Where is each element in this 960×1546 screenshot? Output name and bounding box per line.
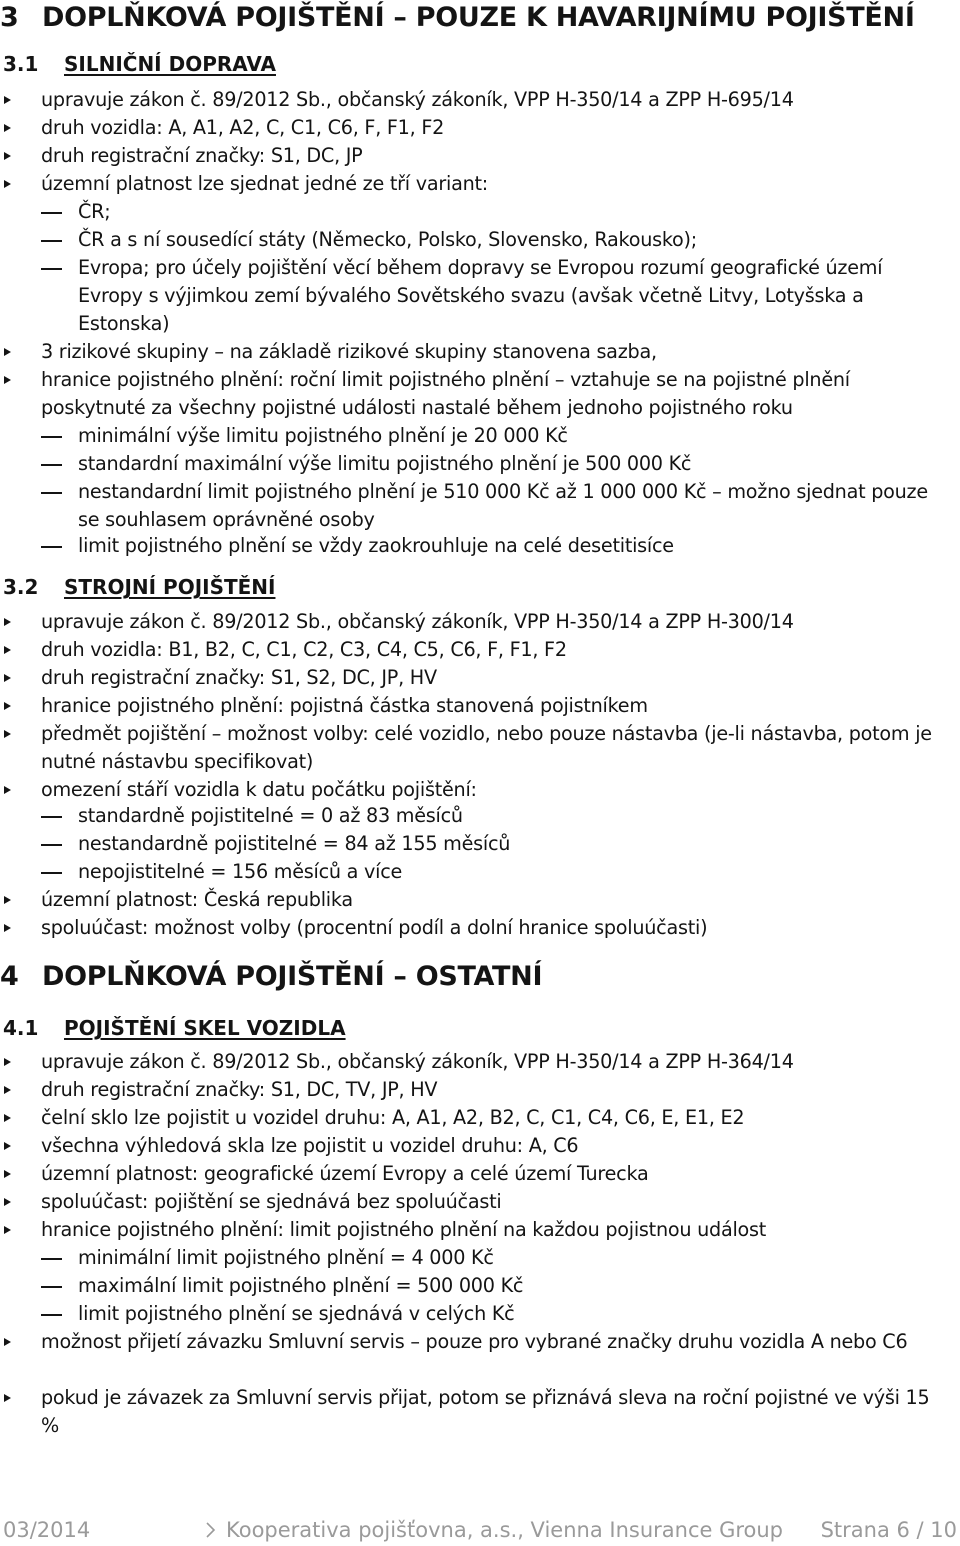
triangle-bullet-icon [4, 1114, 11, 1122]
triangle-bullet-icon [4, 924, 11, 932]
dash-bullet-icon [41, 436, 62, 438]
triangle-bullet-icon [4, 180, 11, 188]
triangle-bullet-icon [4, 376, 11, 384]
list-item-text: omezení stáří vozidla k datu počátku pojištění: [41, 778, 477, 801]
list-item-text: spoluúčast: pojištění se sjednává bez spoluúčasti [41, 1190, 502, 1213]
section-heading [3, 1015, 346, 1041]
dash-bullet-icon [41, 816, 62, 818]
list-item [0, 914, 950, 942]
list-item-text: ČR a s ní sousedící státy (Německo, Polsko, Slovensko, Rakousko); [78, 228, 697, 251]
list-item [0, 886, 950, 914]
triangle-bullet-icon [4, 348, 11, 356]
sub-list-item [0, 226, 950, 254]
sub-list-item [0, 478, 950, 534]
list-item-text: standardně pojistitelné = 0 až 83 měsíců [78, 804, 463, 827]
heading-title: DOPLŇKOVÁ POJIŠTĚNÍ – POUZE K HAVARIJNÍMU POJIŠTĚNÍ [42, 2, 915, 33]
list-item [0, 366, 950, 422]
triangle-bullet-icon [4, 786, 11, 794]
list-item [0, 1188, 950, 1216]
list-item [0, 636, 950, 664]
list-item-text: čelní sklo lze pojistit u vozidel druhu: A, A1, A2, B2, C, C1, C4, C6, E, E1, E2 [41, 1106, 745, 1129]
triangle-bullet-icon [4, 646, 11, 654]
heading-title: SILNIČNÍ DOPRAVA [64, 52, 276, 76]
triangle-bullet-icon [4, 896, 11, 904]
triangle-bullet-icon [4, 124, 11, 132]
list-item-text: všechna výhledová skla lze pojistit u vozidel druhu: A, C6 [41, 1134, 579, 1157]
footer-company: Kooperativa pojišťovna, a.s., Vienna Insurance Group [226, 1518, 784, 1542]
page-footer [0, 1514, 960, 1546]
list-item-text: pokud je závazek za Smluvní servis přijat, potom se přiznává sleva na roční pojistné ve výši 15 % [41, 1386, 930, 1437]
dash-bullet-icon [41, 240, 62, 242]
list-item [0, 776, 950, 804]
triangle-bullet-icon [4, 1226, 11, 1234]
list-item [0, 692, 950, 720]
list-item-text: územní platnost lze sjednat jedné ze tří variant: [41, 172, 488, 195]
list-item-text: upravuje zákon č. 89/2012 Sb., občanský zákoník, VPP H-350/14 a ZPP H-364/14 [41, 1050, 794, 1073]
footer-page-number: Strana 6 / 10 [820, 1518, 957, 1542]
section-heading [3, 51, 276, 77]
list-item-text: předmět pojištění – možnost volby: celé vozidlo, nebo pouze nástavba (je-li nástavba, potom je nutné nástavbu specifikovat) [41, 722, 932, 773]
heading-number: 3.1 [3, 52, 39, 76]
dash-bullet-icon [41, 872, 62, 874]
list-item [0, 1384, 950, 1440]
list-item-text: ČR; [78, 200, 111, 223]
dash-bullet-icon [41, 1286, 62, 1288]
list-item-text: druh registrační značky: S1, S2, DC, JP, HV [41, 666, 437, 689]
list-item-text: minimální výše limitu pojistného plnění je 20 000 Kč [78, 424, 568, 447]
list-item-text: druh vozidla: A, A1, A2, C, C1, C6, F, F1, F2 [41, 116, 445, 139]
list-item-text: upravuje zákon č. 89/2012 Sb., občanský zákoník, VPP H-350/14 a ZPP H-300/14 [41, 610, 794, 633]
list-item [0, 1048, 950, 1076]
list-item-text: limit pojistného plnění se vždy zaokrouhluje na celé desetitisíce [78, 534, 674, 557]
footer-date: 03/2014 [3, 1518, 91, 1542]
list-item-text: hranice pojistného plnění: pojistná částka stanovená pojistníkem [41, 694, 648, 717]
list-item-text: hranice pojistného plnění: limit pojistného plnění na každou pojistnou událost [41, 1218, 767, 1241]
list-item-text: 3 rizikové skupiny – na základě rizikové skupiny stanovena sazba, [41, 340, 657, 363]
heading-number: 3.2 [3, 575, 39, 599]
list-item-text: územní platnost: geografické území Evropy a celé území Turecka [41, 1162, 649, 1185]
list-item-text: standardní maximální výše limitu pojistného plnění je 500 000 Kč [78, 452, 692, 475]
list-item-text: nepojistitelné = 156 měsíců a více [78, 860, 403, 883]
sub-list-item [0, 1244, 950, 1272]
list-item [0, 114, 950, 142]
list-item-text: spoluúčast: možnost volby (procentní podíl a dolní hranice spoluúčasti) [41, 916, 708, 939]
sub-list-item [0, 254, 950, 338]
list-item [0, 86, 950, 114]
list-item [0, 1328, 950, 1356]
dash-bullet-icon [41, 546, 62, 548]
triangle-bullet-icon [4, 1338, 11, 1346]
list-item-text: hranice pojistného plnění: roční limit pojistného plnění – vztahuje se na pojistné plnění poskytnuté za všechny pojistné události nastalé během jednoho pojistného roku [41, 368, 850, 419]
list-item [0, 1132, 950, 1160]
triangle-bullet-icon [4, 674, 11, 682]
sub-list-item [0, 1272, 950, 1300]
dash-bullet-icon [41, 268, 62, 270]
list-item-text: maximální limit pojistného plnění = 500 000 Kč [78, 1274, 524, 1297]
triangle-bullet-icon [4, 618, 11, 626]
heading-title: DOPLŇKOVÁ POJIŠTĚNÍ – OSTATNÍ [42, 961, 543, 992]
list-item [0, 1216, 950, 1244]
triangle-bullet-icon [4, 1170, 11, 1178]
list-item-text: územní platnost: Česká republika [41, 888, 353, 911]
heading-number: 4 [0, 961, 19, 992]
list-item [0, 142, 950, 170]
list-item [0, 338, 950, 366]
list-item [0, 664, 950, 692]
triangle-bullet-icon [4, 1086, 11, 1094]
triangle-bullet-icon [4, 1394, 11, 1402]
sub-list-item [0, 802, 950, 830]
triangle-bullet-icon [4, 1058, 11, 1066]
list-item-text: minimální limit pojistného plnění = 4 000 Kč [78, 1246, 494, 1269]
sub-list-item [0, 1300, 950, 1328]
list-item-text: upravuje zákon č. 89/2012 Sb., občanský zákoník, VPP H-350/14 a ZPP H-695/14 [41, 88, 794, 111]
heading-number: 3 [0, 2, 19, 33]
dash-bullet-icon [41, 1314, 62, 1316]
sub-list-item [0, 198, 950, 226]
chevron-right-icon [206, 1522, 216, 1538]
list-item [0, 1104, 950, 1132]
triangle-bullet-icon [4, 152, 11, 160]
dash-bullet-icon [41, 844, 62, 846]
heading-title: POJIŠTĚNÍ SKEL VOZIDLA [64, 1016, 346, 1040]
list-item-text: druh registrační značky: S1, DC, TV, JP, HV [41, 1078, 438, 1101]
list-item [0, 170, 950, 198]
list-item-text: možnost přijetí závazku Smluvní servis – pouze pro vybrané značky druhu vozidla A nebo C6 [41, 1330, 908, 1353]
triangle-bullet-icon [4, 96, 11, 104]
sub-list-item [0, 858, 950, 886]
list-item-text: druh registrační značky: S1, DC, JP [41, 144, 363, 167]
dash-bullet-icon [41, 1258, 62, 1260]
list-item-text: nestandardní limit pojistného plnění je 510 000 Kč až 1 000 000 Kč – možno sjednat pouze se souhlasem oprávněné osoby [78, 480, 928, 531]
sub-list-item [0, 450, 950, 478]
list-item-text: druh vozidla: B1, B2, C, C1, C2, C3, C4, C5, C6, F, F1, F2 [41, 638, 567, 661]
dash-bullet-icon [41, 492, 62, 494]
sub-list-item [0, 532, 950, 560]
list-item-text: nestandardně pojistitelné = 84 až 155 měsíců [78, 832, 511, 855]
list-item-text: Evropa; pro účely pojištění věcí během dopravy se Evropou rozumí geografické území Evropy s výjimkou zemí bývalého Sovětského svazu (avšak včetně Litvy, Lotyšska a Estonska) [78, 256, 883, 335]
triangle-bullet-icon [4, 1142, 11, 1150]
triangle-bullet-icon [4, 730, 11, 738]
section-heading [3, 574, 275, 600]
triangle-bullet-icon [4, 1198, 11, 1206]
chapter-heading [0, 961, 542, 993]
list-item [0, 720, 950, 776]
heading-title: STROJNÍ POJIŠTĚNÍ [64, 575, 276, 599]
dash-bullet-icon [41, 212, 62, 214]
sub-list-item [0, 830, 950, 858]
list-item [0, 1160, 950, 1188]
sub-list-item [0, 422, 950, 450]
heading-number: 4.1 [3, 1016, 39, 1040]
triangle-bullet-icon [4, 702, 11, 710]
chapter-heading [0, 2, 915, 34]
list-item-text: limit pojistného plnění se sjednává v celých Kč [78, 1302, 515, 1325]
dash-bullet-icon [41, 464, 62, 466]
list-item [0, 1076, 950, 1104]
list-item [0, 608, 950, 636]
